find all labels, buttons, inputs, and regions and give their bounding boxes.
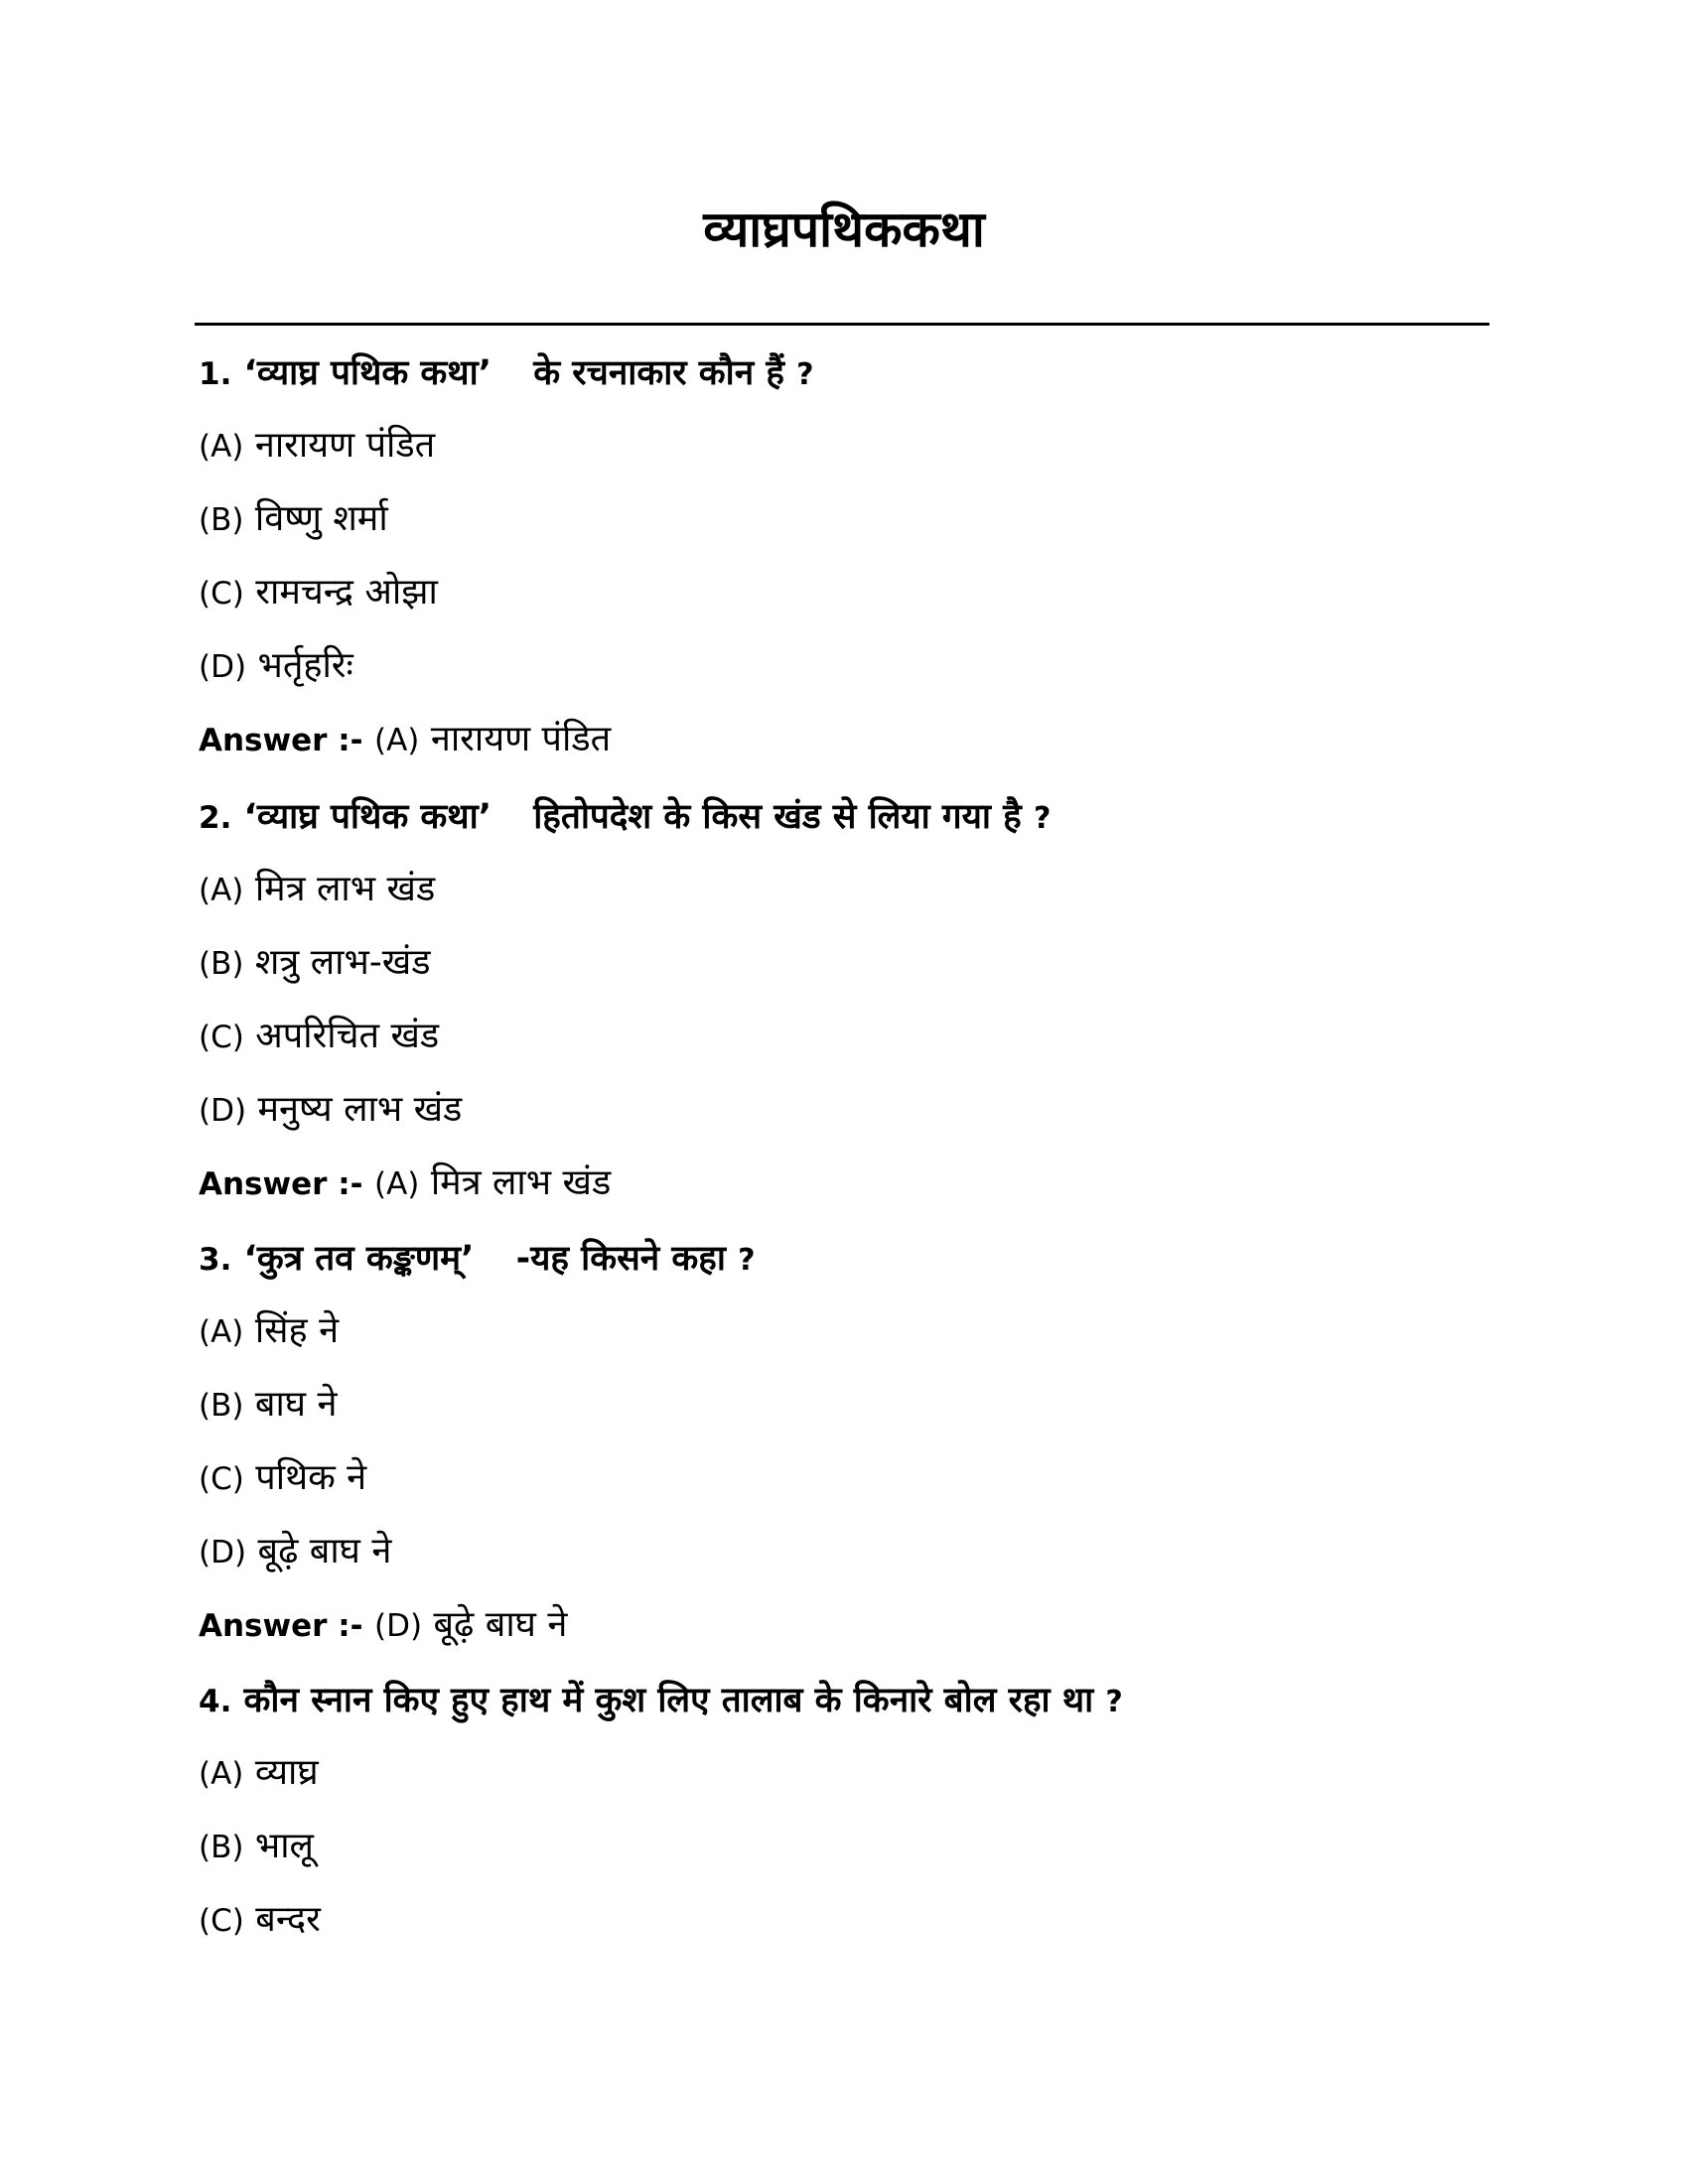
question-4 xyxy=(199,1673,1123,1728)
question-number: 1. xyxy=(199,356,232,392)
question-2 xyxy=(199,789,1051,845)
option-text: भालू xyxy=(254,1826,314,1866)
option-3d xyxy=(199,1524,391,1579)
option-letter: (C) xyxy=(199,1461,244,1497)
question-number: 3. xyxy=(199,1242,232,1278)
question-mark: ? xyxy=(738,1243,756,1278)
option-text: अपरिचित खंड xyxy=(255,1016,440,1056)
answer-3 xyxy=(199,1597,567,1653)
option-letter: (A) xyxy=(199,873,244,908)
page-title: व्याघ्रपथिककथा xyxy=(703,201,985,258)
question-quote: ‘कुत्र तव कङ्कणम्’ xyxy=(243,1239,475,1279)
option-3c xyxy=(199,1450,366,1506)
option-letter: (B) xyxy=(199,1388,244,1424)
question-3 xyxy=(199,1231,756,1287)
question-quote: ‘व्याघ्र पथिक कथा’ xyxy=(243,797,492,837)
option-letter: (A) xyxy=(199,429,244,465)
answer-label: Answer :- xyxy=(199,723,363,758)
option-1c xyxy=(199,565,438,620)
option-1a xyxy=(199,418,435,474)
question-number: 2. xyxy=(199,800,232,836)
option-letter: (C) xyxy=(199,1903,244,1939)
option-letter: (A) xyxy=(199,1314,244,1350)
option-letter: (C) xyxy=(199,1020,244,1055)
option-2c xyxy=(199,1009,439,1064)
question-quote: ‘व्याघ्र पथिक कथा’ xyxy=(243,353,492,393)
option-letter: (B) xyxy=(199,502,244,538)
option-2b xyxy=(199,935,430,991)
option-text: सिंह ने xyxy=(254,1310,340,1351)
option-text: पथिक ने xyxy=(255,1457,367,1498)
question-text: -यह किसने कहा xyxy=(515,1239,726,1279)
option-2d xyxy=(199,1082,462,1138)
option-text: विष्णु शर्मा xyxy=(254,498,388,539)
option-text: नारायण पंडित xyxy=(254,425,436,466)
answer-label: Answer :- xyxy=(199,1166,363,1202)
question-number: 4. xyxy=(199,1684,232,1719)
answer-letter: (A) xyxy=(373,723,420,758)
option-1d xyxy=(199,638,353,694)
option-text: मनुष्य लाभ खंड xyxy=(257,1089,463,1130)
option-text: रामचन्द्र ओझा xyxy=(255,572,438,613)
question-mark: ? xyxy=(796,357,814,392)
option-3a xyxy=(199,1303,339,1359)
option-text: व्याघ्र xyxy=(254,1752,319,1793)
answer-2 xyxy=(199,1156,611,1211)
question-1 xyxy=(199,345,814,401)
question-text: के रचनाकार कौन हैं xyxy=(533,353,784,393)
option-letter: (A) xyxy=(199,1756,244,1792)
answer-letter: (A) xyxy=(373,1166,420,1202)
option-4a xyxy=(199,1745,319,1801)
answer-text: बूढ़े बाघ ने xyxy=(433,1604,568,1645)
option-4c xyxy=(199,1892,321,1948)
answer-letter: (D) xyxy=(373,1608,423,1644)
question-mark: ? xyxy=(1105,1685,1123,1719)
answer-1 xyxy=(199,712,611,767)
option-letter: (B) xyxy=(199,946,244,982)
option-text: बन्दर xyxy=(255,1899,321,1940)
option-text: बूढ़े बाघ ने xyxy=(257,1531,392,1571)
option-letter: (D) xyxy=(199,649,247,685)
answer-text: मित्र लाभ खंड xyxy=(430,1162,612,1203)
answer-label: Answer :- xyxy=(199,1608,363,1644)
option-text: भर्तृहरिः xyxy=(257,645,353,686)
title-divider xyxy=(195,323,1489,326)
option-4b xyxy=(199,1819,314,1874)
option-letter: (C) xyxy=(199,576,244,612)
question-text: हितोपदेश के किस खंड से लिया गया है xyxy=(533,797,1022,837)
option-text: शत्रु लाभ-खंड xyxy=(254,942,431,983)
option-1b xyxy=(199,491,388,547)
question-mark: ? xyxy=(1033,801,1052,836)
option-letter: (B) xyxy=(199,1830,244,1865)
answer-text: नारायण पंडित xyxy=(430,719,612,759)
option-letter: (D) xyxy=(199,1535,247,1570)
question-text: कौन स्नान किए हुए हाथ में कुश लिए तालाब के किनारे बोल रहा था xyxy=(243,1681,1094,1720)
option-3b xyxy=(199,1377,338,1433)
option-text: बाघ ने xyxy=(254,1384,338,1425)
option-text: मित्र लाभ खंड xyxy=(254,869,436,909)
option-letter: (D) xyxy=(199,1093,247,1129)
option-2a xyxy=(199,862,435,917)
